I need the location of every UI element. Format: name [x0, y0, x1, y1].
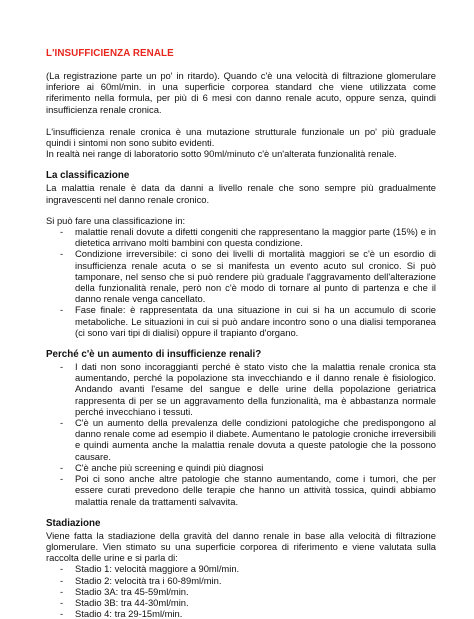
list-item: - Fase finale: è rappresentata da una situazione in cui si ha un accumulo di scorie metaboliche. Le situazioni in cui si può andare incontro sono o una dialisi temporanea (ci sono vari tipi di dialisi) oppure il trapianto d'organo.: [60, 304, 436, 338]
list-item: - Poi ci sono anche altre patologie che stanno aumentando, come i tumori, che per essere curati prevedono delle terapie che hanno un attività tossica, quindi abbiamo malattia renale da trattamenti salvavita.: [60, 473, 436, 507]
classificazione-text: La malattia renale è data da danni a livello renale che sono sempre più gradualmente ingravescenti nel danno renale cronico.: [46, 182, 436, 205]
list-item-text: Stadio 2: velocità tra i 60-89ml/min.: [75, 574, 222, 586]
list-item-text: Condizione irreversibile: ci sono dei livelli di mortalità maggiori se c'è un esordio di insufficienza renale acuta o se si manifesta un evento acuto sul cronico. Si può tamponare, nel senso che si può rendere più graduale l'aggravamento dell'alterazione della funzionalità renale, però non c'è modo di tornare al punto di partenza e che il danno renale venga cancellato.: [75, 248, 436, 305]
aumento-list: [46, 361, 436, 507]
list-item-text: I dati non sono incoraggianti perché è stato visto che la malattia renale cronica sta aumentando, perché la popolazione sta invecchiando e il danno renale è fisiologico. Andando avanti l'esame del sangue e delle urine della popolazione geriatrica rappresenta di per se un aggravamento della funzionalità, ma è abbastanza normale perché invecchiano i tessuti.: [75, 361, 436, 417]
intro-paragraph: (La registrazione parte un po' in ritardo). Quando c'è una velocità di filtrazione glomerulare inferiore ai 60ml/min. in una superficie corporea standard che viene utilizzata come riferimento nella formula, per più di 6 mesi con danno renale acuto, oppure senza, quindi insufficienza renale cronica.: [46, 70, 436, 115]
heading-aumento: Perché c'è un aumento di insufficienze renali?: [46, 349, 262, 361]
list-item-text: Stadio 3B: tra 44-30ml/min.: [75, 596, 189, 608]
list-item-text: Fase finale: è rappresentata da una situazione in cui si ha un accumulo di scorie metaboliche. Le situazioni in cui si può andare incontro sono o una dialisi temporanea (ci sono vari tipi di dialisi) oppure il trapianto d'organo.: [75, 304, 436, 338]
paragraph-cronica: L'insufficienza renale cronica è una mutazione strutturale funzionale un po' più graduale quindi i sintomi non sono subito evidenti.: [46, 125, 436, 149]
list-item: - Stadio 4: tra 29-15ml/min.: [60, 608, 183, 619]
list-item-text: C'è un aumento della prevalenza delle condizioni patologiche che predispongono al danno renale come ad esempio il diabete. Aumentano le patologie croniche irreversibili e quindi aumenta anche la malattia renale dovuta a queste patologie che la possono causare.: [75, 417, 436, 462]
heading-classificazione: La classificazione: [46, 170, 130, 182]
list-item: - Stadio 3A: tra 45-59ml/min.: [60, 585, 189, 597]
list-item: - I dati non sono incoraggianti perché è stato visto che la malattia renale cronica sta aumentando, perché la popolazione sta invecchiando e il danno renale è fisiologico. Andando avanti l'esame del sangue e delle urine della popolazione geriatrica rappresenta di per se un aggravamento della funzionalità, ma è abbastanza normale perché invecchiano i tessuti.: [60, 361, 436, 417]
classificazione-list: [46, 226, 436, 338]
list-item-text: Poi ci sono anche altre patologie che stanno aumentando, come i tumori, che per essere curati prevedono delle terapie che hanno un attività tossica, quindi abbiamo malattia renale da trattamenti salvavita.: [75, 473, 436, 507]
list-item: - Stadio 3B: tra 44-30ml/min.: [60, 596, 189, 608]
list-item-text: C'è anche più screening e quindi più diagnosi: [75, 461, 264, 473]
list-item-text: malattie renali dovute a difetti congeniti che rappresentano la maggior parte (15%) e in dietetica arrivano molti bambini con questa condizione.: [75, 226, 436, 249]
list-item: - Stadio 2: velocità tra i 60-89ml/min.: [60, 574, 222, 586]
document-page: [46, 48, 436, 619]
heading-stadiazione: Stadiazione: [46, 517, 101, 529]
stadiazione-text: Viene fatta la stadiazione della gravità del danno renale in base alla velocità di filtrazione glomerulare. Vien stimato su una superficie corporea di riferimento e viene valutata sulla raccolta delle urine e si parla di:: [46, 529, 436, 564]
list-item: - Condizione irreversibile: ci sono dei livelli di mortalità maggiori se c'è un esordio di insufficienza renale acuta o se si manifesta un evento acuto sul cronico. Si può tamponare, nel senso che si può rendere più graduale l'aggravamento dell'alterazione della funzionalità renale, però non c'è modo di tornare al punto di partenza e che il danno renale venga cancellato.: [60, 248, 436, 305]
paragraph-range: In realtà nei range di laboratorio sotto 90ml/minuto c'è un'alterata funzionalità renale.: [46, 148, 397, 160]
list-item-text: Stadio 1: velocità maggiore a 90ml/min.: [75, 563, 240, 575]
document-title: L'INSUFFICIENZA RENALE: [46, 48, 174, 59]
list-item: - malattie renali dovute a difetti congeniti che rappresentano la maggior parte (15%) e in dietetica arrivano molti bambini con questa condizione.: [60, 226, 436, 249]
list-item: - C'è un aumento della prevalenza delle condizioni patologiche che predispongono al danno renale come ad esempio il diabete. Aumentano le patologie croniche irreversibili e quindi aumenta anche la malattia renale dovuta a queste patologie che la possono causare.: [60, 417, 436, 462]
list-item: - C'è anche più screening e quindi più diagnosi: [60, 461, 264, 473]
classificazione-lead: Si può fare una classificazione in:: [46, 214, 186, 226]
list-item: - Stadio 1: velocità maggiore a 90ml/min.: [60, 563, 240, 575]
list-item-text: Stadio 3A: tra 45-59ml/min.: [75, 585, 189, 597]
list-item-text: Stadio 4: tra 29-15ml/min.: [75, 608, 183, 619]
stadiazione-list: [46, 563, 436, 619]
